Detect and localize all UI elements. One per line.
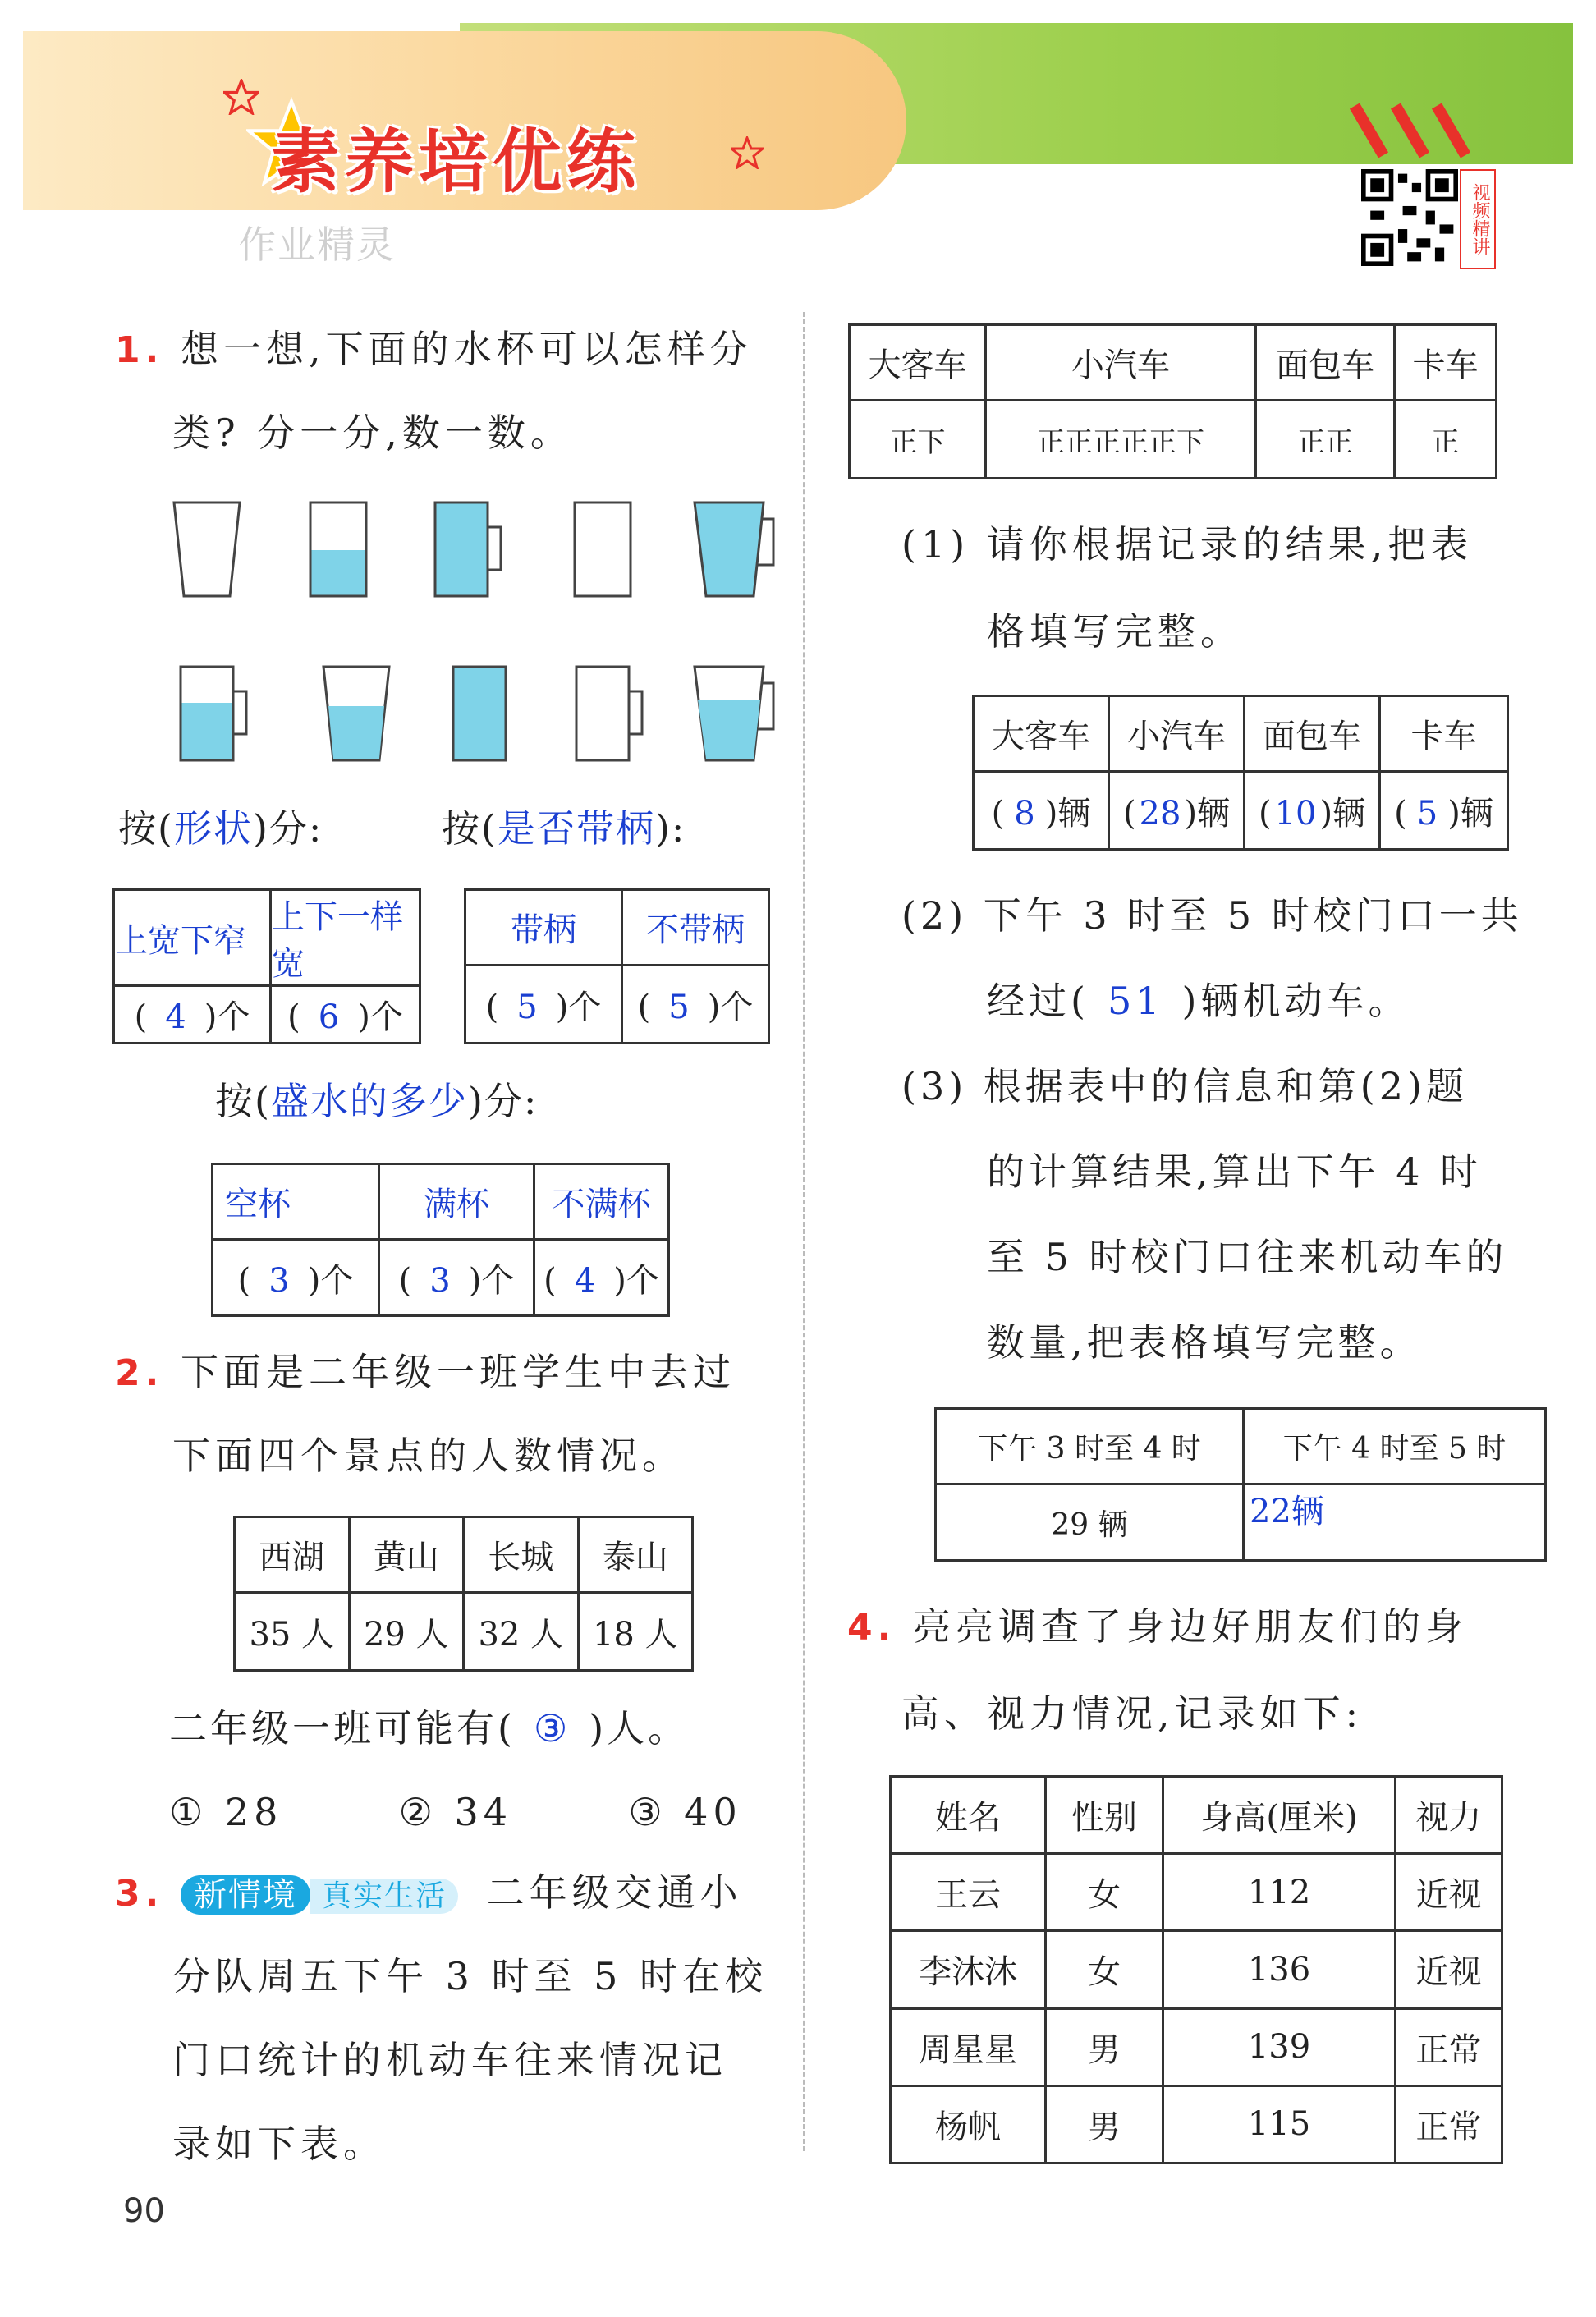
classify-by-shape: 按(形状)分: — [118, 806, 323, 851]
qr-code-icon[interactable] — [1361, 169, 1458, 266]
table-cell: ( 4 )个 — [534, 1240, 669, 1316]
table-cell: 女 — [1046, 1931, 1163, 2008]
sub-question-2-line-2: 经过( 51 )辆机动车。 — [987, 979, 1410, 1023]
sub-question-3-line-3: 至 5 时校门口往来机动车的 — [987, 1235, 1508, 1279]
question-3-line-4: 录如下表。 — [172, 2122, 386, 2166]
hourly-traffic-table — [934, 1407, 1547, 1562]
option: ① 28 — [169, 1790, 283, 1834]
table-header: 长城 — [464, 1517, 579, 1593]
table-cell: 李沐沐 — [891, 1931, 1046, 2008]
question-2-line-2: 下面四个景点的人数情况。 — [172, 1434, 685, 1478]
sub-question-3-line-2: 的计算结果,算出下午 4 时 — [987, 1149, 1483, 1194]
table-cell: ( 5 )辆 — [1380, 772, 1508, 850]
question-2-options — [169, 1790, 742, 1835]
context-subtag: 真实生活 — [310, 1879, 458, 1914]
mug-icon — [576, 667, 642, 760]
table-cell: 王云 — [891, 1854, 1046, 1931]
table-header: 卡车 — [1395, 325, 1497, 401]
watermark: 作业精灵 — [238, 223, 396, 267]
table-header: 大客车 — [974, 696, 1109, 772]
decorative-stripes-icon — [1346, 102, 1486, 159]
table-cell: ( 28 )辆 — [1109, 772, 1245, 850]
cups-row-1 — [164, 493, 805, 616]
cup-icon — [453, 667, 506, 760]
sub-question-1-line-1: (1) 请你根据记录的结果,把表 — [901, 522, 1474, 567]
question-number: 3. — [115, 1873, 164, 1915]
table-row — [891, 1931, 1502, 2008]
table-header: 不带柄 — [622, 890, 769, 966]
table-header: 身高(厘米) — [1163, 1777, 1396, 1854]
mug-icon — [695, 667, 773, 760]
mug-icon — [435, 502, 501, 596]
table-header: 满杯 — [379, 1164, 534, 1240]
table-cell: 112 — [1163, 1854, 1396, 1931]
answer-text: 51 — [1107, 979, 1164, 1023]
table-header: 视力 — [1396, 1777, 1502, 1854]
table-cell: 杨帆 — [891, 2085, 1046, 2163]
answer-text: 是否带柄 — [497, 806, 655, 851]
answer-text: 10 — [1274, 794, 1317, 833]
answer-text: 28 — [1139, 794, 1181, 833]
tally-cell: 正下 — [850, 401, 986, 479]
table-header: 姓名 — [891, 1777, 1046, 1854]
table-cell: 32 人 — [464, 1593, 579, 1671]
tally-cell: 正正 — [1256, 401, 1395, 479]
table-header: 面包车 — [1245, 696, 1380, 772]
table-header: 小汽车 — [986, 325, 1256, 401]
answer-text: 8 — [1014, 794, 1035, 833]
handle-count-table — [464, 888, 770, 1044]
table-cell: 近视 — [1396, 1854, 1502, 1931]
cup-icon — [310, 502, 366, 596]
table-cell: ( 5 )个 — [466, 966, 622, 1044]
table-cell: 136 — [1163, 1931, 1396, 2008]
table-header: 下午 4 时至 5 时 — [1244, 1409, 1546, 1484]
cups-row-2 — [164, 657, 805, 780]
question-2-blank: 二年级一班可能有( ③ )人。 — [169, 1706, 690, 1750]
table-cell: 男 — [1046, 2085, 1163, 2163]
table-header: 面包车 — [1256, 325, 1395, 401]
scenic-spots-table — [233, 1516, 694, 1672]
answer-text: 6 — [318, 998, 340, 1036]
mug-icon — [695, 502, 773, 596]
table-header: 性别 — [1046, 1777, 1163, 1854]
cup-icon — [174, 502, 240, 596]
question-number: 2. — [115, 1352, 164, 1394]
table-header: 带柄 — [466, 890, 622, 966]
table-cell: 女 — [1046, 1854, 1163, 1931]
table-header: 上下一样宽 — [271, 890, 420, 986]
classify-by-water: 按(盛水的多少)分: — [215, 1079, 539, 1123]
water-count-table — [211, 1163, 670, 1317]
table-header: 不满杯 — [534, 1164, 669, 1240]
table-cell: ( 6 )个 — [271, 986, 420, 1044]
table-header: 西湖 — [235, 1517, 350, 1593]
sub-question-2-line-1: (2) 下午 3 时至 5 时校门口一共 — [901, 893, 1523, 938]
table-cell: 29 人 — [349, 1593, 464, 1671]
table-row — [891, 1854, 1502, 1931]
table-row — [891, 2085, 1502, 2163]
tally-table — [848, 323, 1497, 479]
option: ③ 40 — [628, 1790, 742, 1834]
table-cell: 35 人 — [235, 1593, 350, 1671]
answer-text: 形状 — [173, 806, 253, 851]
table-cell: 正常 — [1396, 2085, 1502, 2163]
table-cell: 周星星 — [891, 2008, 1046, 2085]
table-cell: 男 — [1046, 2008, 1163, 2085]
cup-icon — [575, 502, 631, 596]
table-row — [891, 2008, 1502, 2085]
video-lesson-label[interactable]: 视频精讲 — [1460, 169, 1496, 269]
question-2-line-1: 2. 下面是二年级一班学生中去过 — [115, 1350, 736, 1394]
question-number: 1. — [115, 329, 164, 371]
question-3-line-3: 门口统计的机动车往来情况记 — [172, 2038, 727, 2082]
answer-text: 4 — [574, 1261, 596, 1300]
table-header: 黄山 — [349, 1517, 464, 1593]
shape-count-table — [112, 888, 421, 1044]
mug-icon — [181, 667, 246, 760]
question-1-line-2: 类? 分一分,数一数。 — [172, 411, 573, 455]
answer-text: 5 — [668, 988, 690, 1026]
table-header: 上宽下窄 — [114, 890, 271, 986]
answer-text: 4 — [165, 998, 186, 1036]
vehicle-count-table — [972, 695, 1509, 851]
table-header: 小汽车 — [1109, 696, 1245, 772]
friends-survey-table — [889, 1775, 1503, 2164]
tally-cell: 正 — [1395, 401, 1497, 479]
option: ② 34 — [398, 1790, 513, 1834]
table-cell: ( 3 )个 — [213, 1240, 379, 1316]
question-4-line-1: 4. 亮亮调查了身边好朋友们的身 — [847, 1604, 1468, 1649]
table-cell: ( 8 )辆 — [974, 772, 1109, 850]
context-tag: 新情境 — [181, 1875, 310, 1915]
question-number: 4. — [847, 1607, 897, 1649]
sub-question-1-line-2: 格填写完整。 — [987, 609, 1243, 654]
sub-question-3-line-4: 数量,把表格填写完整。 — [987, 1320, 1422, 1365]
table-cell: 正常 — [1396, 2008, 1502, 2085]
answer-cell: 22辆 — [1244, 1484, 1546, 1561]
table-header: 卡车 — [1380, 696, 1508, 772]
table-cell: 18 人 — [578, 1593, 693, 1671]
table-cell: 近视 — [1396, 1931, 1502, 2008]
sub-question-3-line-1: (3) 根据表中的信息和第(2)题 — [901, 1064, 1468, 1108]
question-3-line-2: 分队周五下午 3 时至 5 时在校 — [172, 1954, 768, 1998]
answer-text: 5 — [1416, 794, 1438, 833]
cup-icon — [323, 667, 389, 760]
page-number: 90 — [123, 2192, 165, 2230]
question-4-line-2: 高、视力情况,记录如下: — [901, 1691, 1364, 1736]
table-cell: ( 3 )个 — [379, 1240, 534, 1316]
table-cell: 115 — [1163, 2085, 1396, 2163]
answer-text: ③ — [533, 1706, 571, 1750]
tally-cell: 正正正正正下 — [986, 401, 1256, 479]
table-header: 泰山 — [578, 1517, 693, 1593]
question-1-line-1: 1. 想一想,下面的水杯可以怎样分 — [115, 327, 753, 371]
question-3-line-1: 3. 新情境 真实生活 二年级交通小 — [115, 1870, 743, 1915]
table-cell: ( 10 )辆 — [1245, 772, 1380, 850]
star-icon — [731, 136, 764, 169]
table-cell: 139 — [1163, 2008, 1396, 2085]
table-header: 大客车 — [850, 325, 986, 401]
answer-text: 3 — [429, 1261, 451, 1300]
table-header: 下午 3 时至 4 时 — [936, 1409, 1244, 1484]
classify-by-handle: 按(是否带柄): — [442, 806, 686, 851]
table-cell: ( 4 )个 — [114, 986, 271, 1044]
table-header: 空杯 — [213, 1164, 379, 1240]
table-cell: ( 5 )个 — [622, 966, 769, 1044]
section-title: 素养培优练 — [271, 122, 641, 202]
table-cell: 29 辆 — [936, 1484, 1244, 1561]
answer-text: 5 — [516, 988, 538, 1026]
answer-text: 盛水的多少 — [270, 1079, 468, 1123]
answer-text: 3 — [268, 1261, 290, 1300]
